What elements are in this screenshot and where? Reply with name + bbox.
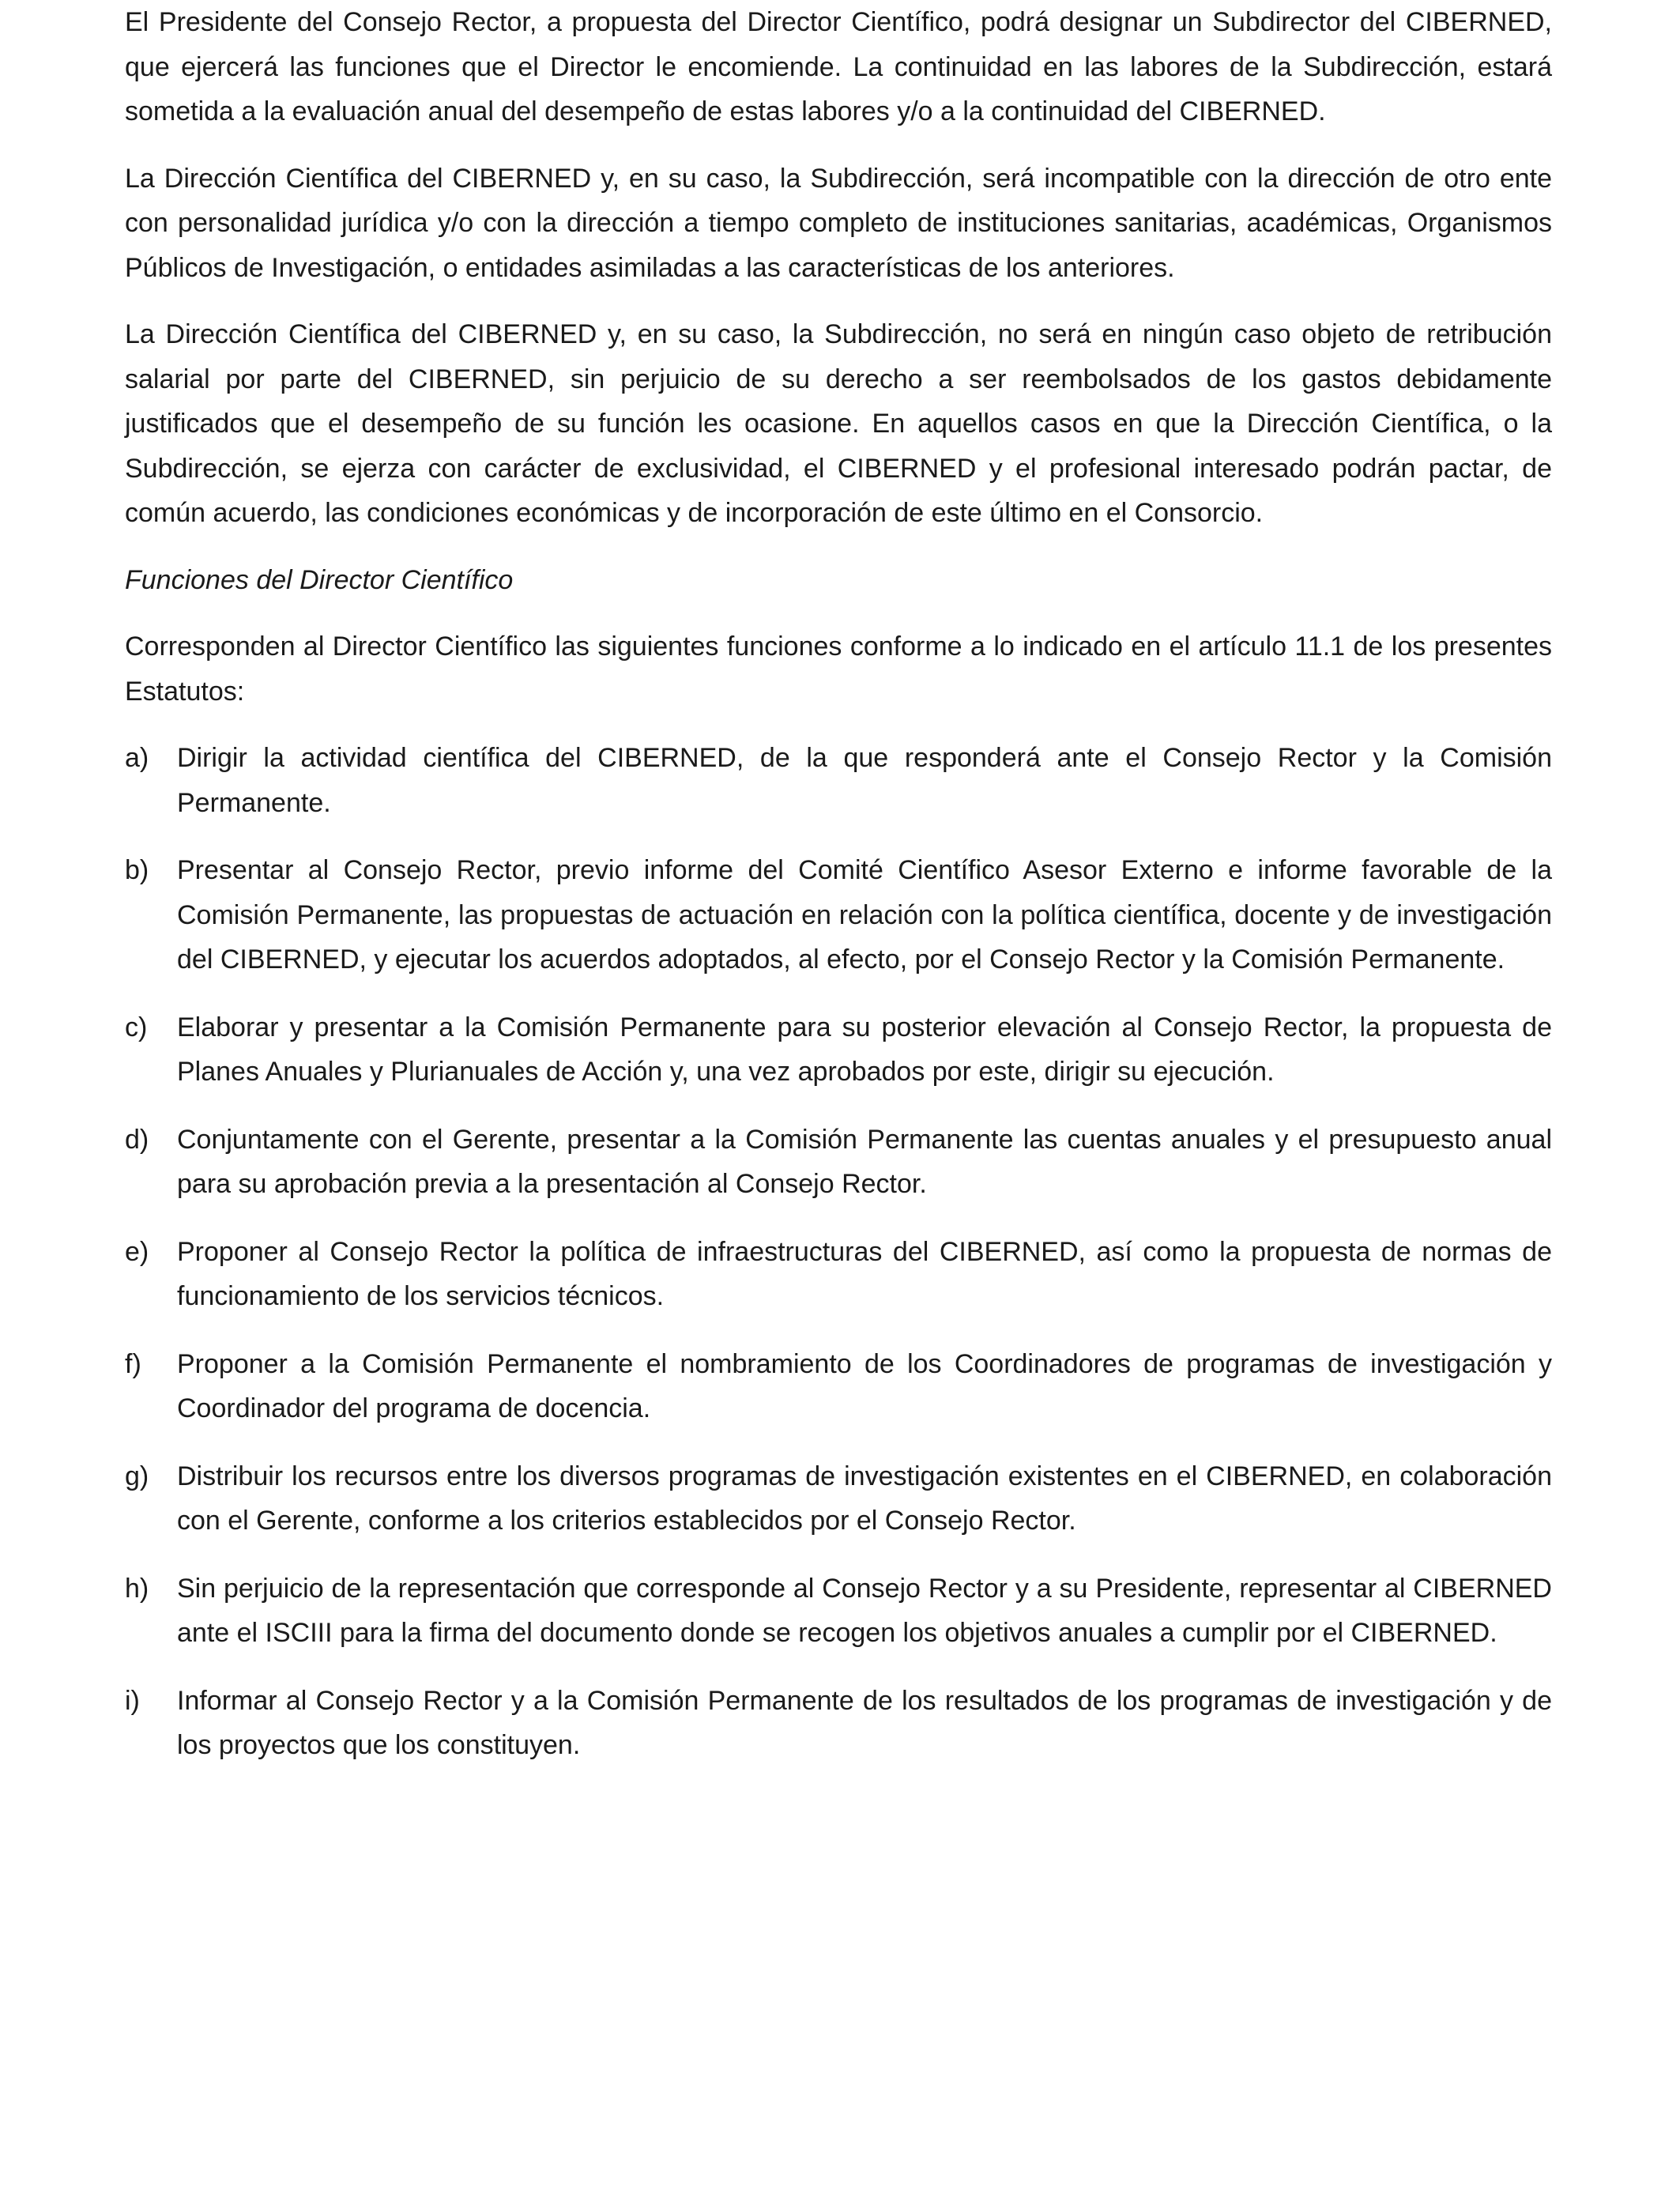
list-marker: c) xyxy=(125,1012,148,1042)
list-marker: h) xyxy=(125,1573,149,1604)
list-item-text: Distribuir los recursos entre los diversos programas de investigación existentes en el CIBERNED, en colaboración con el Gerente, conforme a los criterios establecidos por el Consejo Rector. xyxy=(177,1461,1552,1536)
list-item-text: Conjuntamente con el Gerente, presentar a la Comisión Permanente las cuentas anuales y el presupuesto anual para su aprobación previa a la presentación al Consejo Rector. xyxy=(177,1124,1552,1199)
list-marker: d) xyxy=(125,1124,149,1155)
list-item-b xyxy=(125,848,1552,982)
list-item-a xyxy=(125,736,1552,825)
list-item-i xyxy=(125,1679,1552,1768)
list-item-text: Elaborar y presentar a la Comisión Permanente para su posterior elevación al Consejo Rector, la propuesta de Planes Anuales y Plurianuales de Acción y, una vez aprobados por este, dirigir su ejecución. xyxy=(177,1012,1552,1087)
list-item-d xyxy=(125,1118,1552,1207)
list-item-text: Informar al Consejo Rector y a la Comisión Permanente de los resultados de los programas de investigación y de los proyectos que los constituyen. xyxy=(177,1685,1552,1760)
list-marker: b) xyxy=(125,855,149,885)
functions-list xyxy=(125,736,1552,1768)
document-page xyxy=(125,0,1552,1791)
paragraph-functions-intro: Corresponden al Director Científico las siguientes funciones conforme a lo indicado en el artículo 11.1 de los presentes Estatutos: xyxy=(125,631,1552,707)
list-marker: e) xyxy=(125,1236,149,1267)
list-item-c xyxy=(125,1005,1552,1095)
list-item-text: Dirigir la actividad científica del CIBERNED, de la que responderá ante el Consejo Rector y la Comisión Permanente. xyxy=(177,743,1552,818)
list-item-text: Proponer a la Comisión Permanente el nombramiento de los Coordinadores de programas de investigación y Coordinador del programa de docencia. xyxy=(177,1348,1552,1423)
list-marker: a) xyxy=(125,743,149,773)
list-marker: f) xyxy=(125,1348,141,1379)
list-item-e xyxy=(125,1230,1552,1319)
list-marker: g) xyxy=(125,1461,149,1491)
list-item-text: Sin perjuicio de la representación que corresponde al Consejo Rector y a su Presidente, representar al CIBERNED ante el ISCIII para la firma del documento donde se recogen los objetivos anuales a cumplir por el CIBERNED. xyxy=(177,1573,1552,1648)
list-item-text: Proponer al Consejo Rector la política de infraestructuras del CIBERNED, así como la propuesta de normas de funcionamiento de los servicios técnicos. xyxy=(177,1236,1552,1311)
paragraph-remuneration: La Dirección Científica del CIBERNED y, en su caso, la Subdirección, no será en ningún caso objeto de retribución salarial por parte del CIBERNED, sin perjuicio de su derecho a ser reembolsados de los gastos debidamente justificados que el desempeño de su función les ocasione. En aquellos casos en que la Dirección Científica, o la Subdirección, se ejerza con carácter de exclusividad, el CIBERNED y el profesional interesado podrán pactar, de común acuerdo, las condiciones económicas y de incorporación de este último en el Consorcio. xyxy=(125,319,1552,528)
list-item-g xyxy=(125,1454,1552,1544)
list-item-h xyxy=(125,1566,1552,1656)
list-marker: i) xyxy=(125,1685,140,1716)
list-item-text: Presentar al Consejo Rector, previo informe del Comité Científico Asesor Externo e informe favorable de la Comisión Permanente, las propuestas de actuación en relación con la política científica, docente y de investigación del CIBERNED, y ejecutar los acuerdos adoptados, al efecto, por el Consejo Rector y la Comisión Permanente. xyxy=(177,855,1552,974)
section-heading-functions: Funciones del Director Científico xyxy=(125,564,514,595)
paragraph-incompatibility: La Dirección Científica del CIBERNED y, en su caso, la Subdirección, será incompatible con la dirección de otro ente con personalidad jurídica y/o con la dirección a tiempo completo de instituciones sanitarias, académicas, Organismos Públicos de Investigación, o entidades asimiladas a las características de los anteriores. xyxy=(125,163,1552,283)
list-item-f xyxy=(125,1342,1552,1431)
paragraph-subdirector-designation: El Presidente del Consejo Rector, a propuesta del Director Científico, podrá designar un Subdirector del CIBERNED, que ejercerá las funciones que el Director le encomiende. La continuidad en las labores de la Subdirección, estará sometida a la evaluación anual del desempeño de estas labores y/o a la continuidad del CIBERNED. xyxy=(125,7,1552,126)
